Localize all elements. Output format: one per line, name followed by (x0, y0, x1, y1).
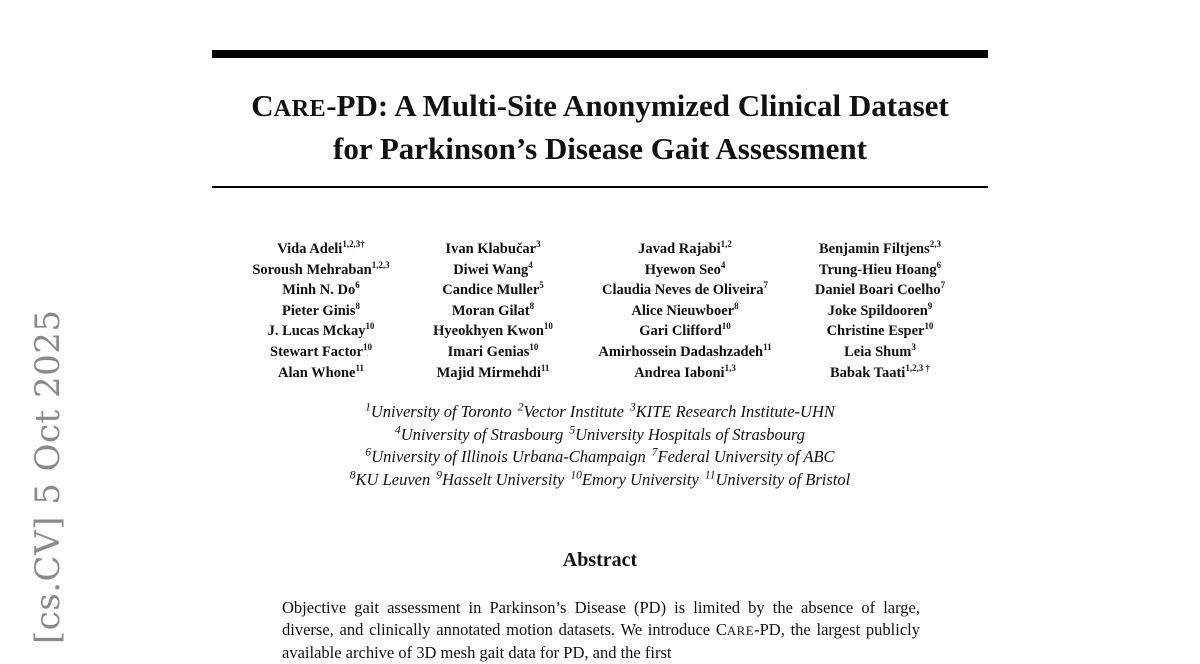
paper-title (212, 86, 988, 169)
affiliation-list (212, 401, 988, 491)
author (579, 342, 791, 363)
author (795, 260, 965, 281)
author-name: Babak Taati (829, 364, 906, 381)
author-name: Diwei Wang (453, 261, 529, 278)
affiliation-number: 11 (704, 469, 716, 482)
author-affiliation-marker: 1,2,3† (342, 239, 365, 250)
author (235, 342, 407, 363)
author-name: Minh N. Do (282, 282, 356, 299)
affiliation-number: 1 (365, 401, 371, 414)
affiliation (570, 470, 698, 489)
affiliation (630, 402, 835, 421)
abstract-heading: Abstract (562, 549, 638, 571)
author (413, 239, 573, 260)
author-affiliation-marker: 10 (924, 321, 934, 332)
title-line-2: for Parkinson’s Disease Gait Assessment (333, 131, 867, 166)
author-affiliation-marker: 11 (763, 342, 772, 353)
author-affiliation-marker: 10 (529, 342, 539, 353)
affiliation-name: University Hospitals of Strasbourg (575, 424, 806, 444)
author-name: J. Lucas Mckay (267, 323, 366, 340)
author-name: Leia Shum (844, 343, 912, 360)
author-name: Ivan Klabučar (445, 241, 537, 257)
author-column (795, 239, 965, 383)
affiliation-number: 7 (651, 446, 658, 459)
author-affiliation-marker: 10 (721, 321, 731, 332)
affiliation-number: 6 (365, 446, 372, 459)
abstract-text: Objective gait assessment in Parkinson’s Disease (PD) is limited by the absence of large, diverse, and clinically annotated motion datasets. We introduce CARE-PD, the largest publicly available archive of 3D mesh gait data for PD, and the first (282, 598, 920, 662)
affiliation (569, 425, 805, 444)
author-name: Pieter Ginis (282, 302, 356, 319)
author-name: Joke Spildooren (827, 302, 928, 319)
author-affiliation-marker: 1,2,3 (371, 259, 390, 270)
affiliation-number: 9 (436, 469, 443, 482)
affiliation-name: Federal University of ABC (657, 447, 835, 467)
author (413, 280, 573, 301)
affiliation-name: University of Strasbourg (400, 424, 564, 444)
affiliation-line (212, 469, 988, 492)
author-affiliation-marker: 4 (528, 259, 533, 270)
author-affiliation-marker: 10 (365, 321, 375, 332)
author-affiliation-marker: 1,3 (724, 362, 736, 373)
author-affiliation-marker: 7 (940, 280, 946, 291)
affiliation-name: Vector Institute (523, 402, 624, 421)
affiliation (705, 470, 850, 489)
author-affiliation-marker: 8 (529, 300, 535, 311)
author-name: Hyeokhyen Kwon (433, 323, 544, 340)
author (235, 301, 407, 322)
affiliation-number: 8 (349, 469, 356, 482)
affiliation-line (212, 424, 988, 447)
author-name: Alan Whone (278, 364, 356, 381)
author (795, 342, 965, 363)
affiliation-name: KITE Research Institute-UHN (635, 402, 835, 421)
author-affiliation-marker: 5 (539, 280, 544, 291)
author-affiliation-marker: 1,2,3 † (905, 362, 931, 373)
author (579, 363, 791, 384)
author-name: Trung-Hieu Hoang (818, 261, 937, 278)
author-column (413, 239, 573, 383)
author-name: Alice Nieuwboer (631, 302, 735, 319)
author (795, 280, 965, 301)
author (579, 260, 791, 281)
author-name: Amirhossein Dadashzadeh (598, 343, 764, 360)
affiliation-name: University of Toronto (370, 402, 512, 421)
title-top-rule (212, 50, 988, 58)
author (235, 239, 407, 260)
affiliation-number: 4 (394, 424, 401, 437)
author-name: Gari Clifford (639, 323, 722, 340)
author-name: Benjamin Filtjens (819, 241, 930, 257)
affiliation-name: University of Illinois Urbana-Champaign (371, 447, 646, 467)
affiliation (395, 425, 563, 444)
author-affiliation-marker: 1,2 (720, 239, 732, 250)
arxiv-stamp: [cs.CV] 5 Oct 2025 (28, 309, 68, 644)
title-line-1: CARE-PD: A Multi-Site Anonymized Clinical Dataset (251, 88, 949, 123)
author-affiliation-marker: 8 (734, 300, 739, 311)
author-name: Majid Mirmehdi (436, 364, 541, 381)
author (795, 321, 965, 342)
author-affiliation-marker: 11 (540, 362, 550, 373)
author (579, 280, 791, 301)
author (413, 260, 573, 281)
author (795, 301, 965, 322)
author (235, 280, 407, 301)
author-column (579, 239, 791, 383)
author (413, 363, 573, 384)
author (795, 239, 965, 260)
author-name: Claudia Neves de Oliveira (601, 282, 764, 299)
affiliation (350, 470, 430, 489)
affiliation-number: 2 (517, 401, 524, 414)
affiliation (365, 402, 512, 421)
author (579, 321, 791, 342)
author-name: Moran Gilat (451, 302, 530, 319)
author-affiliation-marker: 10 (543, 321, 553, 332)
affiliation-number: 3 (629, 401, 636, 414)
author-affiliation-marker: 4 (720, 259, 726, 270)
affiliation (518, 402, 624, 421)
author-name: Hyewon Seo (644, 261, 721, 278)
author (413, 301, 573, 322)
author-name: Vida Adeli (277, 241, 343, 257)
affiliation (436, 470, 564, 489)
affiliation (652, 447, 835, 466)
author (413, 342, 573, 363)
affiliation (365, 447, 645, 466)
author-name: Imari Genias (447, 343, 530, 360)
affiliation-line (212, 401, 988, 424)
author-name: Andrea Iaboni (634, 364, 725, 381)
author (235, 260, 407, 281)
author (235, 321, 407, 342)
affiliation-number: 5 (569, 424, 576, 437)
author-affiliation-marker: 3 (536, 239, 541, 250)
affiliation-name: Hasselt University (442, 469, 565, 489)
author-name: Christine Esper (826, 323, 925, 340)
author (413, 321, 573, 342)
author-affiliation-marker: 9 (927, 300, 933, 311)
author-list (212, 239, 988, 383)
affiliation-name: Emory University (581, 469, 699, 489)
author-affiliation-marker: 3 (911, 342, 916, 353)
affiliation-name: KU Leuven (355, 469, 431, 489)
author-affiliation-marker: 8 (355, 300, 360, 311)
affiliation-number: 10 (570, 469, 582, 482)
author-affiliation-marker: 7 (763, 280, 768, 291)
author (579, 301, 791, 322)
author (235, 363, 407, 384)
author-name: Daniel Boari Coelho (814, 282, 941, 299)
author-affiliation-marker: 6 (936, 259, 942, 270)
author-name: Javad Rajabi (638, 241, 721, 257)
affiliation-line (212, 446, 988, 469)
author-name: Soroush Mehraban (252, 261, 372, 278)
author-affiliation-marker: 10 (363, 342, 372, 353)
author-column (235, 239, 407, 383)
author-affiliation-marker: 6 (355, 280, 360, 291)
affiliation-name: University of Bristol (715, 469, 851, 489)
author-name: Stewart Factor (270, 343, 363, 360)
author-affiliation-marker: 2,3 (929, 239, 941, 250)
author-affiliation-marker: 11 (355, 362, 364, 373)
author (579, 239, 791, 260)
author-name: Candice Muller (442, 282, 540, 299)
author (795, 363, 965, 384)
title-bottom-rule (212, 186, 988, 188)
